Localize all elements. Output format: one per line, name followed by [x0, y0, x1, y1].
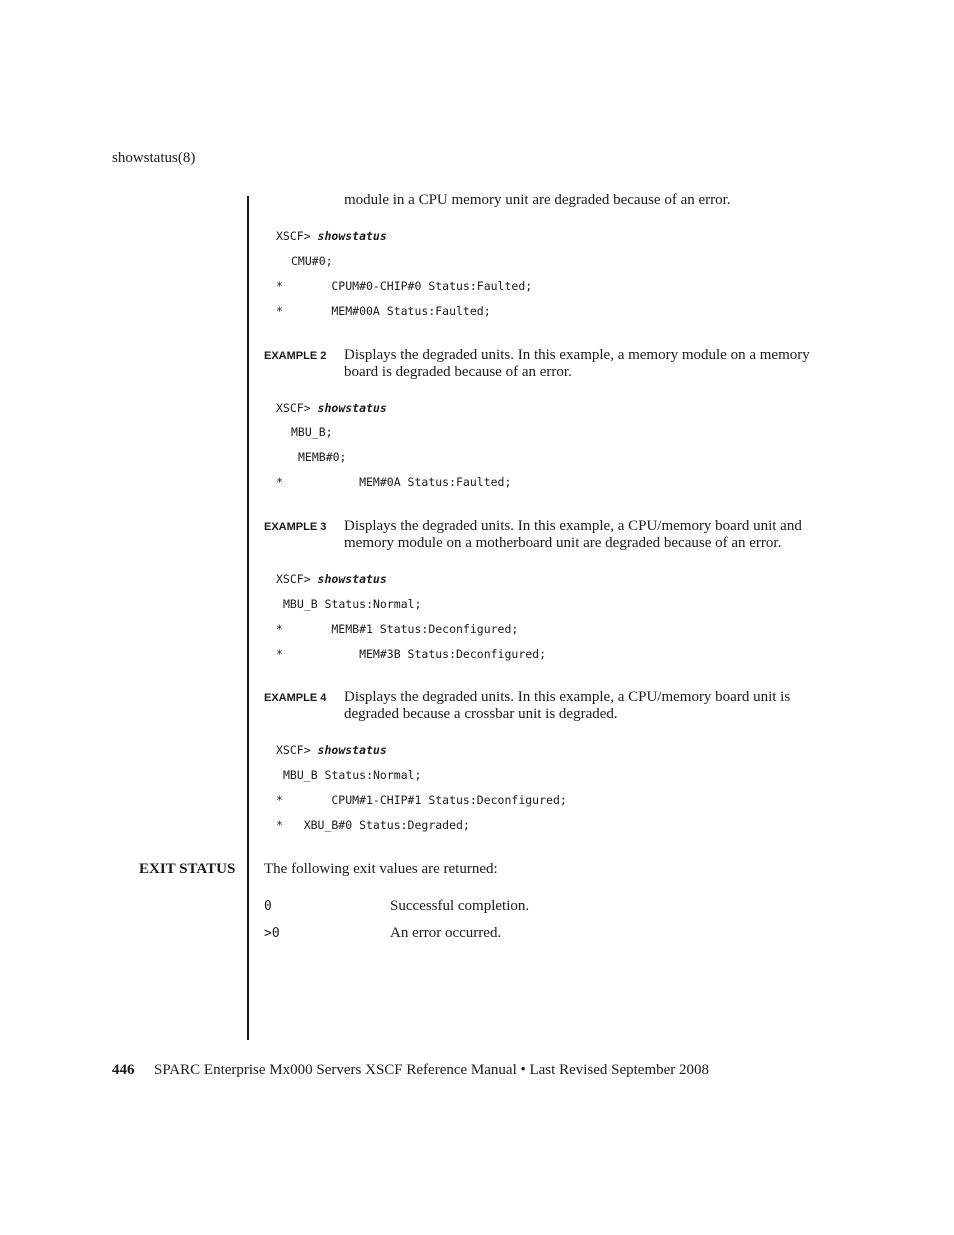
- code-line: CMU#0;: [291, 254, 333, 268]
- code-line: * XBU_B#0 Status:Degraded;: [276, 818, 470, 832]
- code-line: MEMB#0;: [298, 450, 347, 464]
- code-line: * MEM#00A Status:Faulted;: [276, 304, 491, 318]
- code-line: * MEMB#1 Status:Deconfigured;: [276, 622, 519, 636]
- prompt: XSCF>: [276, 401, 318, 415]
- footer-text: SPARC Enterprise Mx000 Servers XSCF Reference Manual • Last Revised September 2008: [154, 1062, 710, 1078]
- code-command: [276, 229, 387, 243]
- example-description: Displays the degraded units. In this example, a CPU/memory board unit is degraded because a crossbar unit is degraded.: [344, 689, 791, 722]
- exit-code: 0: [264, 899, 272, 914]
- command: showstatus: [317, 401, 387, 415]
- prompt: XSCF>: [276, 229, 318, 243]
- command: showstatus: [317, 229, 387, 243]
- code-line: * CPUM#1-CHIP#1 Status:Deconfigured;: [276, 793, 567, 807]
- change-bar: [247, 196, 249, 1040]
- exit-code: >0: [264, 926, 280, 941]
- prompt: XSCF>: [276, 743, 318, 757]
- code-command: [276, 743, 387, 757]
- page-number: 446: [112, 1062, 135, 1078]
- code-line: * MEM#0A Status:Faulted;: [276, 475, 512, 489]
- example-label: EXAMPLE 2: [264, 350, 327, 362]
- exit-meaning: An error occurred.: [390, 925, 502, 941]
- command: showstatus: [317, 572, 387, 586]
- code-command: [276, 572, 387, 586]
- example-description: Displays the degraded units. In this example, a memory module on a memory board is degraded because of an error.: [344, 347, 810, 380]
- continuation-text: module in a CPU memory unit are degraded because of an error.: [344, 192, 731, 208]
- code-line: * CPUM#0-CHIP#0 Status:Faulted;: [276, 279, 533, 293]
- code-line: MBU_B;: [291, 425, 333, 439]
- code-command: [276, 401, 387, 415]
- exit-meaning: Successful completion.: [390, 898, 530, 914]
- prompt: XSCF>: [276, 572, 318, 586]
- section-intro: The following exit values are returned:: [264, 861, 498, 877]
- code-line: MBU_B Status:Normal;: [283, 597, 422, 611]
- code-line: MBU_B Status:Normal;: [283, 768, 422, 782]
- section-heading: EXIT STATUS: [139, 861, 236, 877]
- example-description: Displays the degraded units. In this example, a CPU/memory board unit and memory module on a motherboard unit are degraded because of an error.: [344, 518, 802, 551]
- example-label: EXAMPLE 4: [264, 692, 327, 704]
- command: showstatus: [317, 743, 387, 757]
- example-label: EXAMPLE 3: [264, 521, 327, 533]
- code-line: * MEM#3B Status:Deconfigured;: [276, 647, 547, 661]
- running-header: showstatus(8): [112, 150, 196, 166]
